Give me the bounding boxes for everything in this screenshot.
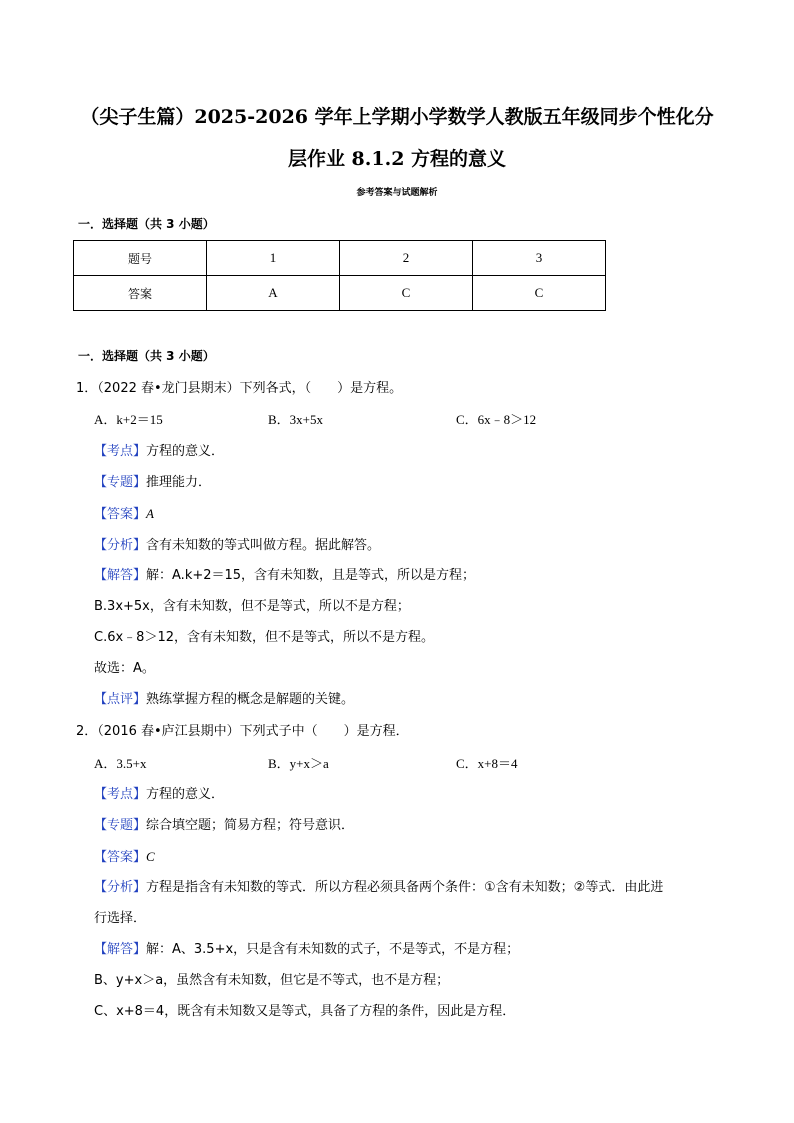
q2-zhuanti [94,817,354,835]
q1-daan [94,505,154,524]
daan-text: A [146,506,154,521]
fenxi-text: 方程是指含有未知数的等式．所以方程必须具备两个条件：①含有未知数；②等式．由此进 [146,880,664,895]
doc-title-line1: （尖子生篇）2025-2026 学年上学期小学数学人教版五年级同步个性化分 [80,106,714,128]
table-row [74,241,606,276]
q2-jieda [94,941,519,959]
jieda-tag: 【解答】 [94,942,147,957]
zhuanti-text: 推理能力． [146,475,212,490]
zhuanti-tag: 【专题】 [94,818,147,833]
q1-solution-b: B.3x+5x，含有未知数，但不是等式，所以不是方程； [94,599,410,614]
fenxi-tag: 【分析】 [94,880,147,895]
table-cell: 1 [207,241,340,276]
jieda-text: 解：A.k+2＝15，含有未知数，且是等式，所以是方程； [146,568,476,583]
kaodian-text: 方程的意义． [146,444,225,459]
table-cell: C [340,276,473,311]
table-cell: 答案 [74,276,207,311]
dianping-text: 熟练掌握方程的概念是解题的关键。 [146,692,355,707]
question-2-stem: 2．（2016 春•庐江县期中）下列式子中（ ）是方程． [76,724,409,739]
q1-zhuanti [94,474,211,492]
q2-daan [94,848,155,867]
doc-subtitle: 参考答案与试题解析 [356,188,438,198]
kaodian-tag: 【考点】 [94,787,147,802]
jieda-tag: 【解答】 [94,568,147,583]
kaodian-text: 方程的意义． [146,787,225,802]
q2-option-b: B．y+x＞a [268,756,329,771]
question-1-stem: 1．（2022 春•龙门县期末）下列各式，（ ）是方程。 [76,381,403,396]
daan-tag: 【答案】 [94,507,147,522]
section-heading-1: 一．选择题（共 3 小题） [78,217,215,231]
q1-jieda [94,567,475,585]
q1-kaodian [94,443,224,461]
table-cell: 3 [473,241,606,276]
q1-option-c: C．6x﹣8＞12 [456,412,537,427]
q2-kaodian [94,786,224,804]
table-cell: 题号 [74,241,207,276]
q1-fenxi [94,537,380,555]
dianping-tag: 【点评】 [94,692,147,707]
kaodian-tag: 【考点】 [94,444,147,459]
table-cell: 2 [340,241,473,276]
fenxi-text: 含有未知数的等式叫做方程。据此解答。 [146,538,381,553]
q1-option-b: B．3x+5x [268,412,324,427]
q2-fenxi [94,879,663,897]
daan-tag: 【答案】 [94,850,147,865]
q1-dianping [94,691,354,709]
zhuanti-tag: 【专题】 [94,475,147,490]
table-cell: C [473,276,606,311]
q1-solution-c: C.6x﹣8＞12，含有未知数，但不是等式，所以不是方程。 [94,630,434,645]
fenxi-tag: 【分析】 [94,538,147,553]
q1-choice: 故选：A。 [94,661,155,676]
q2-solution-c: C、x+8＝4，既含有未知数又是等式，具备了方程的条件，因此是方程． [94,1004,516,1019]
q2-option-a: A．3.5+x [94,756,147,771]
daan-text: C [146,849,155,864]
table-row [74,276,606,311]
section-heading-2: 一．选择题（共 3 小题） [78,349,215,363]
doc-title-line2: 层作业 8.1.2 方程的意义 [287,148,507,170]
jieda-text: 解：A、3.5+x，只是含有未知数的式子，不是等式，不是方程； [146,942,520,957]
q2-fenxi-cont: 行选择． [94,911,147,926]
q2-option-c: C．x+8＝4 [456,756,518,771]
table-cell: A [207,276,340,311]
answer-table [73,240,606,311]
zhuanti-text: 综合填空题；简易方程；符号意识． [146,818,355,833]
q2-solution-b: B、y+x＞a，虽然含有未知数，但它是不等式，也不是方程； [94,973,450,988]
q1-option-a: A．k+2＝15 [94,412,163,427]
